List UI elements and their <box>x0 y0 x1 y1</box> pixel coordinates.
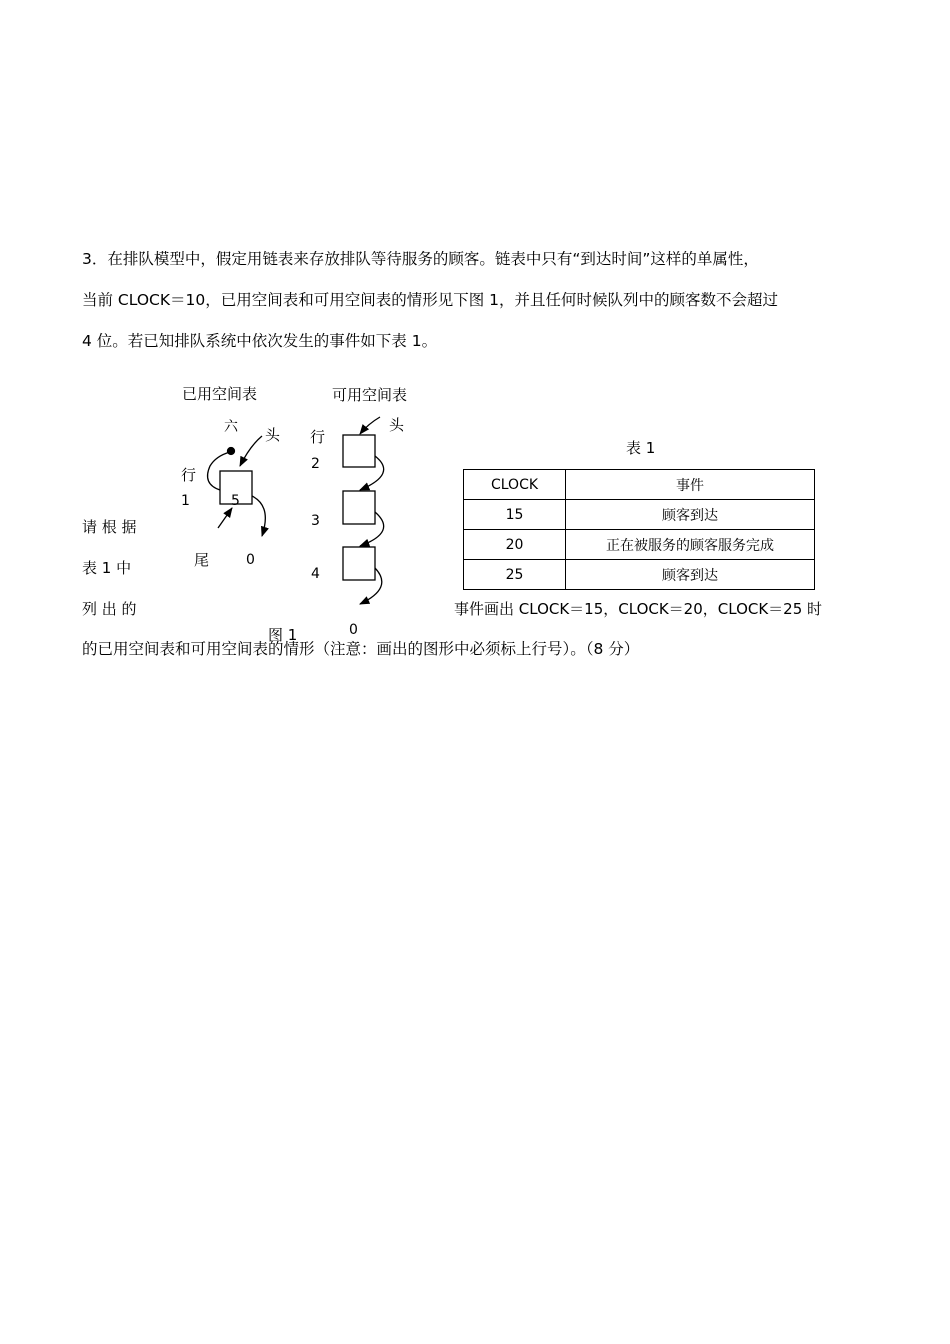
used-tail-arrow <box>218 508 232 528</box>
free-row-label: 行 <box>310 428 326 446</box>
free-row-2: 2 <box>311 456 320 472</box>
cell-clock: 15 <box>464 500 566 530</box>
table-header-row <box>464 470 815 500</box>
free-cell-4 <box>343 547 375 580</box>
question-line-2: 当前 CLOCK＝10，已用空间表和可用空间表的情形见下图 1，并且任何时候队列中的顾客数不会超过 <box>82 291 779 309</box>
continuation-right: 事件画出 CLOCK＝15，CLOCK＝20，CLOCK＝25 时 <box>454 600 823 618</box>
used-row-label: 行 <box>181 466 197 484</box>
cell-event: 顾客到达 <box>566 560 815 590</box>
table-title: 表 1 <box>626 439 656 457</box>
free-head-label: 头 <box>389 416 405 434</box>
used-loop-dot <box>228 448 235 455</box>
events-table <box>463 469 815 590</box>
free-row-3: 3 <box>311 513 320 529</box>
table-row <box>464 530 815 560</box>
header-event: 事件 <box>566 470 815 500</box>
free-link-2-3 <box>360 456 384 490</box>
cell-event: 正在被服务的顾客服务完成 <box>566 530 815 560</box>
table-row <box>464 500 815 530</box>
used-cell-box <box>220 471 252 504</box>
free-link-4-end <box>360 568 382 604</box>
question-line-3: 4 位。若已知排队系统中依次发生的事件如下表 1。 <box>82 332 438 350</box>
question-line-1: 3．在排队模型中，假定用链表来存放排队等待服务的顾客。链表中只有“到达时间”这样的单属性， <box>82 250 759 268</box>
cell-clock: 25 <box>464 560 566 590</box>
left-text-2: 表 1 中 <box>82 559 132 577</box>
used-head-arrow <box>240 436 262 466</box>
used-row-number: 1 <box>181 493 190 509</box>
free-head-arrow <box>360 417 380 434</box>
free-link-3-4 <box>360 512 384 546</box>
left-text-3: 列 出 的 <box>82 600 137 618</box>
cell-clock: 20 <box>464 530 566 560</box>
free-cell-3 <box>343 491 375 524</box>
free-space-title: 可用空间表 <box>332 386 408 404</box>
continuation-last-line: 的已用空间表和可用空间表的情形（注意：画出的图形中必须标上行号）。（8 分） <box>82 640 640 658</box>
free-cell-2 <box>343 435 375 467</box>
used-head-cut-label: 六 <box>224 419 238 435</box>
table-row <box>464 560 815 590</box>
figure-caption: 图 1 <box>268 626 298 644</box>
free-row-4: 4 <box>311 566 320 582</box>
used-next-arrow <box>252 496 265 536</box>
used-head-label: 头 <box>265 426 281 444</box>
left-text-1: 请 根 据 <box>82 518 137 536</box>
used-cell-value: 5 <box>231 493 240 509</box>
header-clock: CLOCK <box>464 470 566 500</box>
used-space-title: 已用空间表 <box>182 385 258 403</box>
used-tail-label: 尾 <box>194 551 210 569</box>
free-end-value: 0 <box>349 622 358 638</box>
used-tail-value: 0 <box>246 552 255 568</box>
cell-event: 顾客到达 <box>566 500 815 530</box>
